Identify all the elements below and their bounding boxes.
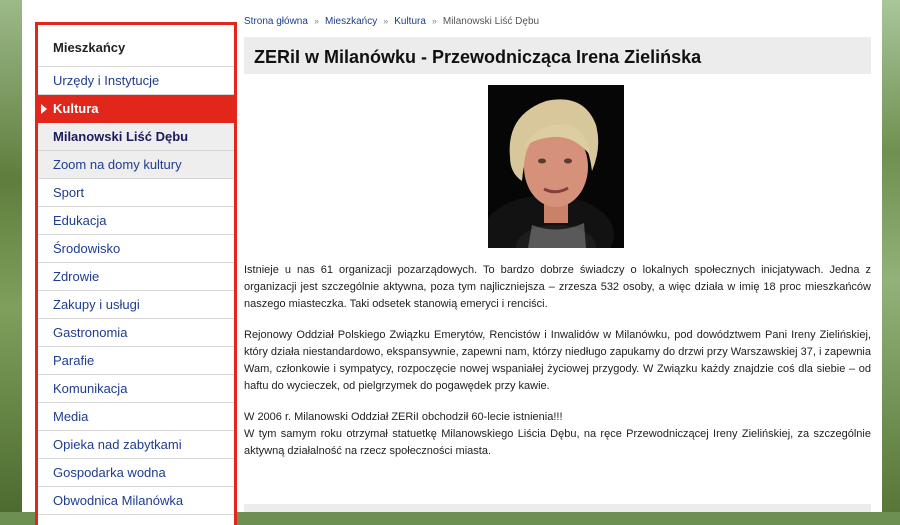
article-paragraph: W tym samym roku otrzymał statuetkę Milanowskiego Liścia Dębu, na ręce Przewodniczącej Ireny Zielińskiej, za szczególnie aktywną działalność na rzecz społeczności miasta. — [244, 428, 871, 457]
sidebar-item-label: Kultura — [53, 101, 99, 116]
article-paragraph: Istnieje u nas 61 organizacji pozarządowych. To bardzo dobrze świadczy o lokalnych społecznych inicjatywach. Jedna z organizacji jest szczególnie aktywna, poza tym najliczniejsza – zrzesza 532 osoby, a więc działa w imię 18 proc mieszkańców naszego miasteczka. Taki odsetek stanowią emeryci i renciści. — [244, 264, 871, 310]
breadcrumb-separator: » — [431, 16, 437, 26]
sidebar-item-srodowisko[interactable]: Środowisko — [38, 235, 234, 263]
article-title-bar — [244, 37, 871, 74]
page-container — [22, 0, 882, 512]
sidebar-item-edukacja[interactable]: Edukacja — [38, 207, 234, 235]
arrow-right-icon — [41, 104, 47, 114]
sidebar-subitem-lisc-debu[interactable]: Milanowski Liść Dębu — [38, 123, 234, 151]
breadcrumb-link-home[interactable]: Strona główna — [244, 16, 308, 27]
sidebar-item-parafie[interactable]: Parafie — [38, 347, 234, 375]
sidebar-item-zabytki[interactable]: Opieka nad zabytkami — [38, 431, 234, 459]
sidebar-item-gospodarka-wodna[interactable]: Gospodarka wodna — [38, 459, 234, 487]
breadcrumb-link-mieszkancy[interactable]: Mieszkańcy — [324, 16, 378, 27]
breadcrumb-link-kultura[interactable]: Kultura — [394, 16, 426, 27]
background-foliage-right — [882, 0, 900, 512]
portrait-photo — [488, 85, 624, 248]
sidebar-item-media[interactable]: Media — [38, 403, 234, 431]
breadcrumb — [244, 16, 539, 27]
breadcrumb-separator: » — [383, 16, 389, 26]
page-title: ZERiI w Milanówku - Przewodnicząca Irena Zielińska — [254, 47, 702, 67]
sidebar-item-kultura[interactable] — [38, 95, 234, 123]
sidebar-subitem-domy-kultury[interactable]: Zoom na domy kultury — [38, 151, 234, 179]
sidebar-item-zdrowie[interactable]: Zdrowie — [38, 263, 234, 291]
article-paragraph: Rejonowy Oddział Polskiego Związku Emerytów, Rencistów i Inwalidów w Milanówku, pod dowództwem Pani Ireny Zielińskiej, który działa niestandardowo, ekspansywnie, zapewni nam, którzy niedługo zapukamy do drzwi przy Warszawskiej 37, i zapewnia Wam, członkowie i sympatycy, rozpoczęcie nowej wspaniałej życiowej przygody. W Związku każdy znajdzie coś dla siebie – od haftu do wycieczek, od pielgrzymek do pogawędek przy kawie. — [244, 329, 871, 392]
article-footer-bar — [244, 504, 871, 512]
background-foliage-left — [0, 0, 22, 512]
sidebar-item-komunikacja[interactable]: Komunikacja — [38, 375, 234, 403]
sidebar-item-sport[interactable]: Sport — [38, 179, 234, 207]
sidebar-menu — [35, 22, 237, 525]
sidebar-item-zakupy[interactable]: Zakupy i usługi — [38, 291, 234, 319]
sidebar-item-urzedy[interactable]: Urzędy i Instytucje — [38, 67, 234, 95]
article-body — [244, 262, 871, 474]
sidebar-item-obwodnica[interactable]: Obwodnica Milanówka — [38, 487, 234, 515]
sidebar-item-gastronomia[interactable]: Gastronomia — [38, 319, 234, 347]
sidebar-title: Mieszkańcy — [38, 25, 234, 67]
article-paragraph: W 2006 r. Milanowski Oddział ZERiI obchodził 60-lecie istnienia!!! — [244, 411, 563, 423]
breadcrumb-current: Milanowski Liść Dębu — [442, 16, 540, 27]
breadcrumb-separator: » — [313, 16, 319, 26]
